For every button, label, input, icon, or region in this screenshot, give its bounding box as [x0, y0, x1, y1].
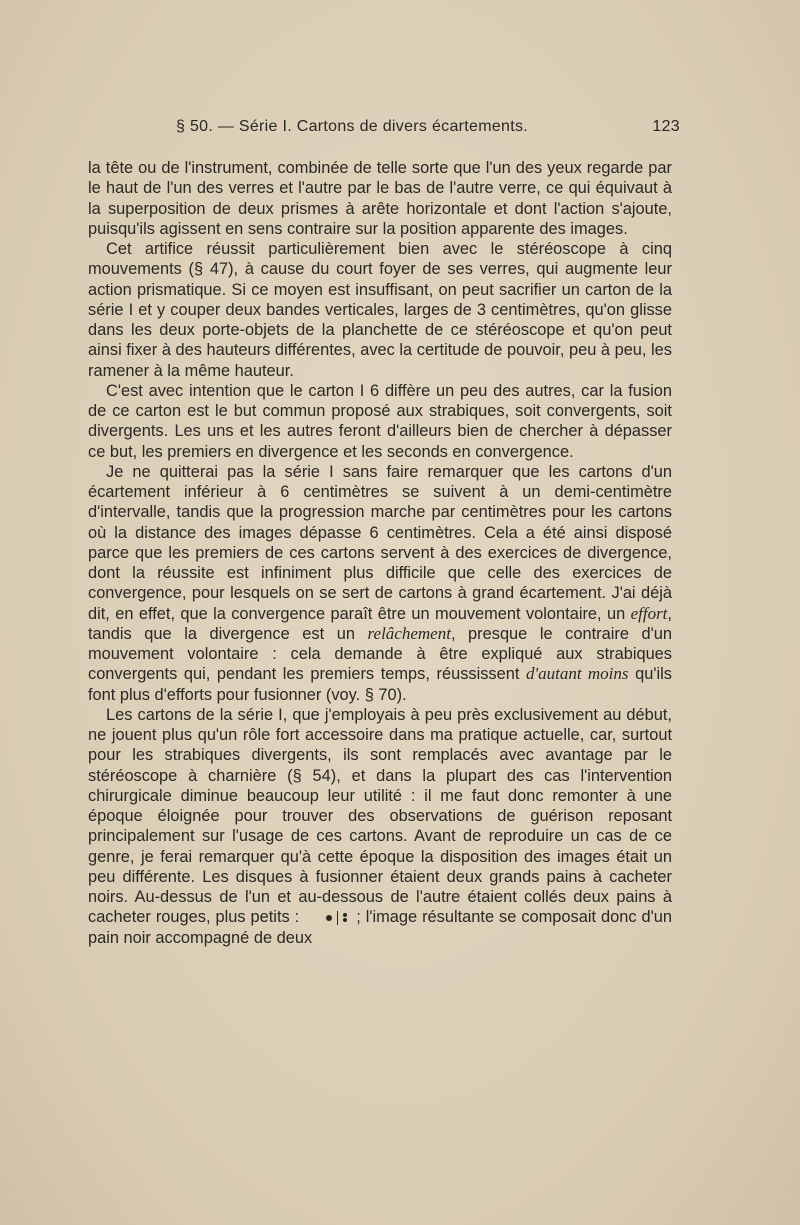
paragraph-2: Cet artifice réussit particulièrement bien avec le stéréoscope à cinq mouvements (§ 47), à cause du court foyer de ses verres, qui augmente leur action prismatique. Si ce moyen est insuffisant, on peut sacrifier un carton de la série I et y couper deux bandes verticales, larges de 3 centimètres, qu'on glisse dans les deux porte-objets de la planchette de ce stéréoscope et qu'on peut ainsi fixer à des hauteurs différentes, avec la certitude de pouvoir, peu à peu, les ramener à la même hauteur.	[88, 240, 672, 380]
emphasis-relachement: relâchement	[367, 623, 451, 643]
p4-text-4: qu'ils font plus d'efforts pour fusionner (voy. § 70).	[88, 665, 672, 704]
p4-text-2: , tandis que la divergence est un	[88, 604, 672, 643]
p4-text-1: Je ne quitterai pas la série I sans faire remarquer que les cartons d'un écartement inférieur à 6 centimètres se suivent à un demi-centimètre d'intervalle, tandis que la progression marche par centimètres pour les cartons où la distance des images dépasse 6 centimètres. Cela a été ainsi disposé parce que les premiers de ces cartons servent à des exercices de divergence, dont la réussite est infiniment plus difficile que celle des exercices de convergence, pour lesquels on se sert de cartons à grand écartement. J'ai déjà dit, en effet, que la convergence paraît être un mouvement volontaire, un	[88, 462, 672, 623]
black-wafer-dot	[326, 915, 332, 921]
paragraph-4	[88, 462, 672, 705]
page-number: 123	[652, 118, 680, 135]
p5-text-1: Les cartons de la série I, que j'employais à peu près exclusivement au début, ne jouent plus qu'un rôle fort accessoire dans ma pratique actuelle, car, surtout pour les strabiques divergents, ils sont remplacés avec avantage par le stéréoscope à charnière (§ 54), et dans la plupart des cas l'intervention chirurgicale diminue beaucoup leur utilité : il me faut donc remonter à une époque éloignée pour trouver des observations de guérison reposant principalement sur l'usage de ces cartons. Avant de reproduire un cas de ce genre, je ferai remarquer qu'à cette époque la disposition des images était un peu différente. Les disques à fusionner étaient deux grands pains à cacheter noirs. Au-dessus de l'un et au-dessous de l'autre étaient collés deux pains à cacheter rouges, plus petits :	[88, 705, 672, 927]
wafer-arrangement-figure	[308, 911, 347, 925]
paragraph-5	[88, 705, 672, 948]
paragraph-3: C'est avec intention que le carton I 6 diffère un peu des autres, car la fusion de ce carton est le but commun proposé aux strabiques, soit convergents, soit divergents. Les uns et les autres feront d'ailleurs bien de chercher à dépasser ce but, les premiers en divergence et les seconds en convergence.	[88, 381, 672, 461]
running-header	[88, 118, 680, 142]
body-text	[88, 158, 672, 948]
p5-text-2: ; l'image résultante se composait donc d'un pain noir accompagné de deux	[88, 908, 672, 947]
emphasis-effort: effort	[630, 603, 668, 623]
paragraph-1: la tête ou de l'instrument, combinée de telle sorte que l'un des yeux regarde par le haut de l'un des verres et l'autre par le bas de l'autre verre, ce qui équivaut à la superposition de deux prismes à arête horizontale et dont l'action s'ajoute, puisqu'ils agissent en sens contraire sur la position apparente des images.	[88, 159, 672, 238]
separator-bar	[337, 911, 338, 925]
red-wafer-stack	[343, 912, 347, 923]
emphasis-autant-moins: d'autant moins	[526, 664, 629, 684]
running-title: § 50. — Série I. Cartons de divers écartements.	[176, 118, 529, 135]
p4-text-3: , presque le contraire d'un mouvement volontaire : cela demande à être expliqué aux strabiques convergents qui, pendant les premiers temps, réussissent	[88, 624, 672, 684]
